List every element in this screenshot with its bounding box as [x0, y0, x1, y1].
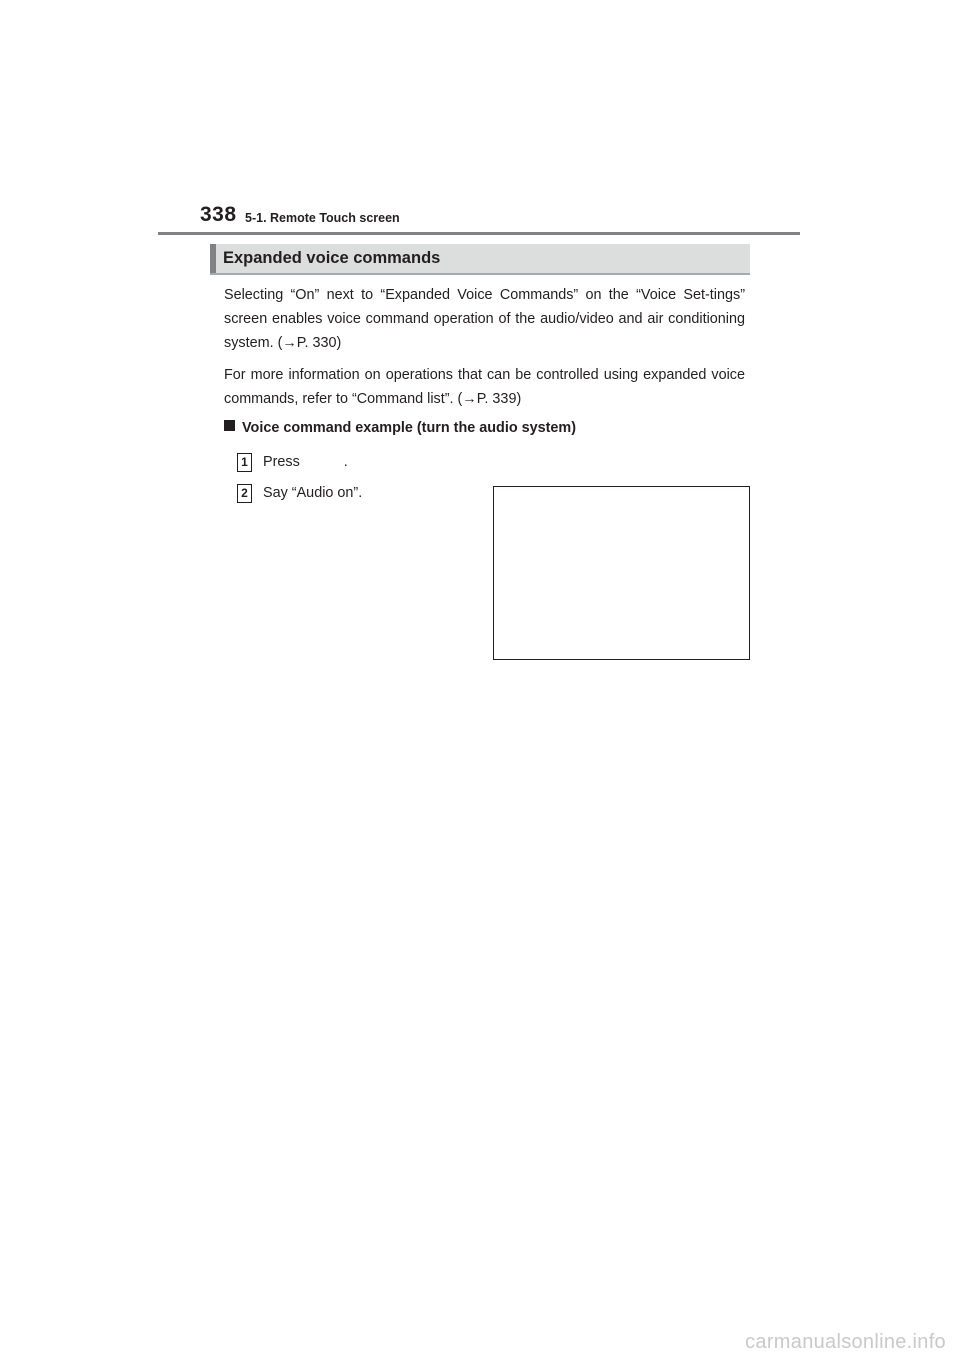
page-header — [0, 0, 960, 240]
watermark: carmanualsonline.info — [745, 1331, 946, 1353]
talk-switch-icon — [304, 452, 344, 466]
section-heading-bar — [210, 244, 750, 275]
page-number: 338 — [200, 203, 237, 226]
info-paragraph: For more information on operations that can be controlled using expanded voice commands, refer to “Command list”. (→P. 339) — [224, 367, 745, 407]
square-bullet-icon — [224, 420, 235, 431]
section-accent — [210, 244, 216, 273]
step-1 — [237, 452, 348, 472]
chapter-title: 5-1. Remote Touch screen — [245, 211, 400, 225]
section-title: Expanded voice commands — [223, 249, 441, 267]
intro-paragraph: Selecting “On” next to “Expanded Voice Commands” on the “Voice Set-tings” screen enables voice command operation of the audio/video and air conditioning system. (→P. 330) — [224, 287, 745, 351]
step-1-period: . — [343, 454, 348, 470]
step-2-text: Say “Audio on”. — [263, 485, 363, 501]
screen-illustration — [493, 486, 750, 660]
step-number-badge: 2 — [237, 484, 252, 503]
header-divider — [158, 232, 800, 235]
example-subheading — [224, 420, 576, 436]
example-subheading-text: Voice command example (turn the audio system) — [242, 420, 576, 436]
step-number-badge: 1 — [237, 453, 252, 472]
step-1-text: Press — [263, 454, 300, 470]
step-2 — [237, 484, 362, 503]
